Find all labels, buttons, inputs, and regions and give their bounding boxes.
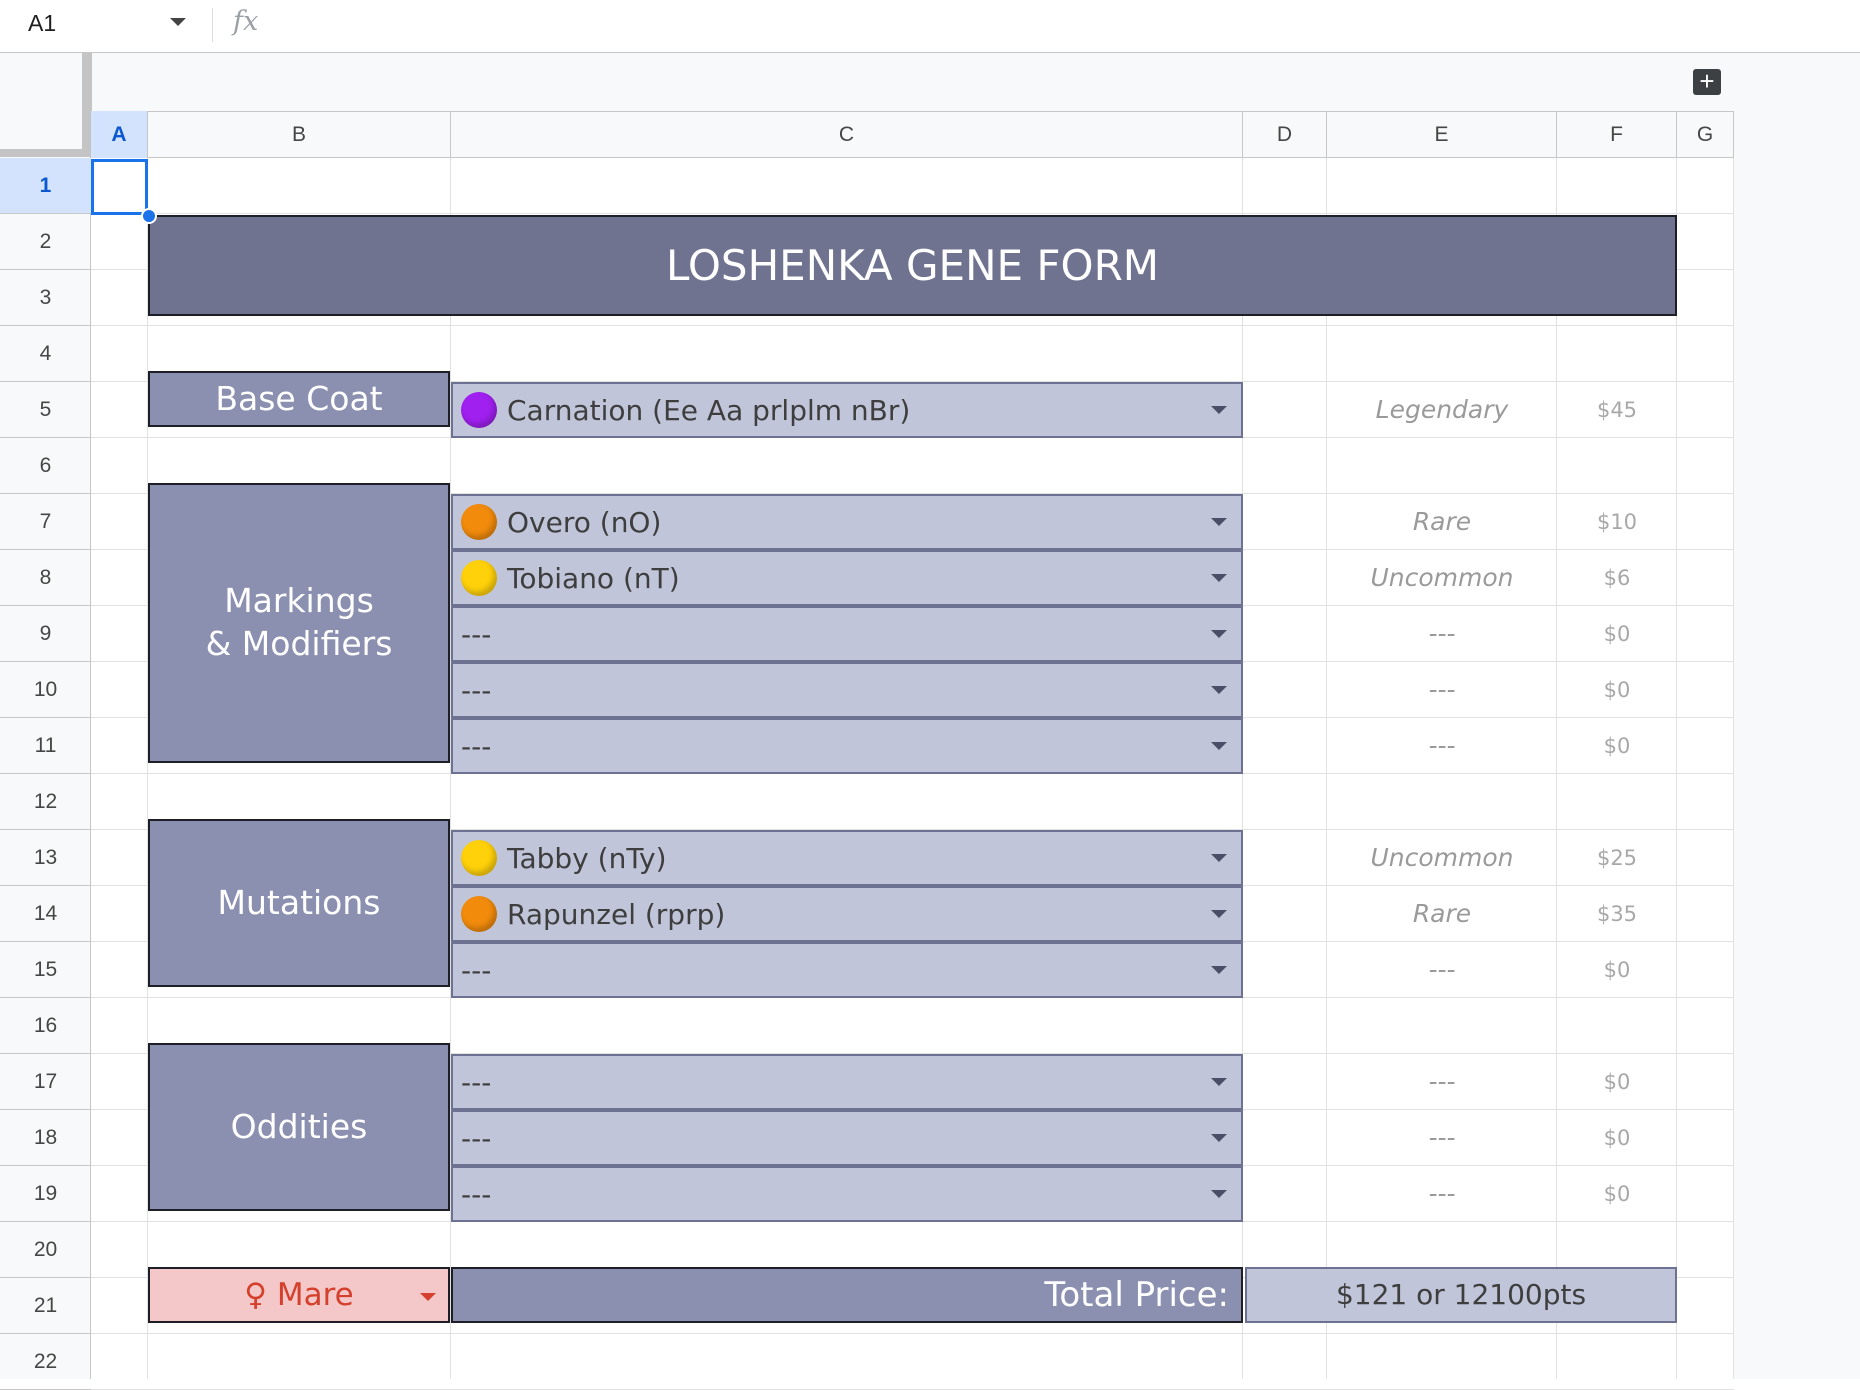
price-cell: $10: [1596, 510, 1638, 534]
price-cell: $0: [1603, 1126, 1631, 1150]
total-price-value: $121 or 12100pts: [1245, 1267, 1677, 1323]
yellow-circle-icon: [461, 840, 497, 876]
chevron-down-icon[interactable]: [1211, 910, 1227, 918]
row-header-19[interactable]: 19: [0, 1166, 91, 1222]
row-header-8[interactable]: 8: [0, 550, 91, 606]
gridline: [1733, 158, 1734, 1379]
column-header-f[interactable]: F: [1557, 111, 1677, 158]
dropdown-value: Tobiano (nT): [507, 561, 680, 595]
dropdown-value: ---: [461, 673, 492, 707]
price-cell: $0: [1603, 622, 1631, 646]
chevron-down-icon[interactable]: [1211, 630, 1227, 638]
fill-handle[interactable]: [141, 208, 157, 224]
row-header-15[interactable]: 15: [0, 942, 91, 998]
chevron-down-icon[interactable]: [1211, 574, 1227, 582]
mutation-dropdown-1[interactable]: [451, 830, 1243, 886]
base-coat-label: Base Coat: [148, 371, 450, 427]
row-header-6[interactable]: 6: [0, 438, 91, 494]
selected-cell-a1[interactable]: [91, 159, 148, 215]
row-header-16[interactable]: 16: [0, 998, 91, 1054]
chevron-down-icon[interactable]: [1211, 1190, 1227, 1198]
name-box[interactable]: [0, 0, 200, 48]
row-header-14[interactable]: 14: [0, 886, 91, 942]
row-header-5[interactable]: 5: [0, 382, 91, 438]
marking-dropdown-1[interactable]: [451, 494, 1243, 550]
column-header-b[interactable]: B: [148, 111, 451, 158]
mutations-label: Mutations: [148, 819, 450, 987]
rarity-cell: ---: [1428, 731, 1456, 760]
markings-label: Markings & Modifiers: [148, 483, 450, 763]
row-header-18[interactable]: 18: [0, 1110, 91, 1166]
row-header-22[interactable]: 22: [0, 1334, 91, 1390]
gender-value: ♀ Mare: [244, 1277, 354, 1313]
purple-circle-icon: [461, 392, 497, 428]
marking-dropdown-2[interactable]: [451, 550, 1243, 606]
row-header-9[interactable]: 9: [0, 606, 91, 662]
sheet-margin: [1734, 53, 1860, 1379]
dropdown-value: Overo (nO): [507, 505, 662, 539]
rarity-cell: ---: [1428, 619, 1456, 648]
row-header-4[interactable]: 4: [0, 326, 91, 382]
oddity-dropdown-1[interactable]: [451, 1054, 1243, 1110]
add-icon[interactable]: +: [1693, 69, 1721, 95]
oddities-label: Oddities: [148, 1043, 450, 1211]
row-header-21[interactable]: 21: [0, 1278, 91, 1334]
row-header-2[interactable]: 2: [0, 214, 91, 270]
gender-select[interactable]: [148, 1267, 450, 1323]
rarity-cell: Rare: [1412, 507, 1472, 536]
column-header-c[interactable]: C: [451, 111, 1243, 158]
dropdown-value: ---: [461, 1121, 492, 1155]
orange-circle-icon: [461, 504, 497, 540]
price-cell: $0: [1603, 1182, 1631, 1206]
price-cell: $0: [1603, 1070, 1631, 1094]
row-header-1[interactable]: 1: [0, 158, 91, 214]
dropdown-value: ---: [461, 617, 492, 651]
marking-dropdown-4[interactable]: [451, 662, 1243, 718]
price-cell: $0: [1603, 734, 1631, 758]
row-header-20[interactable]: 20: [0, 1222, 91, 1278]
chevron-down-icon[interactable]: [170, 18, 186, 26]
freeze-handle-horizontal[interactable]: [0, 149, 92, 157]
rarity-cell: Uncommon: [1370, 843, 1514, 872]
price-cell: $0: [1603, 678, 1631, 702]
price-cell: $25: [1596, 846, 1638, 870]
fx-icon: fx: [233, 6, 259, 37]
row-header-13[interactable]: 13: [0, 830, 91, 886]
dropdown-value: Rapunzel (rprp): [507, 897, 726, 931]
chevron-down-icon[interactable]: [1211, 518, 1227, 526]
base-coat-dropdown-1[interactable]: [451, 382, 1243, 438]
chevron-down-icon[interactable]: [1211, 966, 1227, 974]
chevron-down-icon[interactable]: [1211, 742, 1227, 750]
row-header-11[interactable]: 11: [0, 718, 91, 774]
marking-dropdown-3[interactable]: [451, 606, 1243, 662]
divider: [212, 8, 213, 42]
dropdown-value: ---: [461, 953, 492, 987]
oddity-dropdown-3[interactable]: [451, 1166, 1243, 1222]
dropdown-value: ---: [461, 729, 492, 763]
price-cell: $35: [1596, 902, 1638, 926]
sheet-toolbar-strip: [0, 53, 1734, 111]
column-header-a[interactable]: A: [91, 111, 148, 158]
mutation-dropdown-2[interactable]: [451, 886, 1243, 942]
oddity-dropdown-2[interactable]: [451, 1110, 1243, 1166]
gridline: [91, 325, 1734, 326]
rarity-cell: Legendary: [1375, 395, 1509, 424]
chevron-down-icon[interactable]: [1211, 854, 1227, 862]
rarity-cell: Rare: [1412, 899, 1472, 928]
dropdown-value: Tabby (nTy): [507, 841, 667, 875]
rarity-cell: ---: [1428, 955, 1456, 984]
chevron-down-icon[interactable]: [1211, 406, 1227, 414]
yellow-circle-icon: [461, 560, 497, 596]
rarity-cell: ---: [1428, 675, 1456, 704]
rarity-cell: Uncommon: [1370, 563, 1514, 592]
select-all-corner[interactable]: [0, 53, 90, 158]
row-header-3[interactable]: 3: [0, 270, 91, 326]
rarity-cell: ---: [1428, 1067, 1456, 1096]
orange-circle-icon: [461, 896, 497, 932]
price-cell: $6: [1603, 566, 1631, 590]
dropdown-value: ---: [461, 1177, 492, 1211]
dropdown-value: Carnation (Ee Aa prlplm nBr): [507, 393, 911, 427]
gridline: [91, 213, 1734, 214]
row-header-17[interactable]: 17: [0, 1054, 91, 1110]
column-header-g[interactable]: G: [1677, 111, 1734, 158]
formula-bar: [0, 0, 1860, 53]
chevron-down-icon[interactable]: [1211, 686, 1227, 694]
rarity-cell: ---: [1428, 1179, 1456, 1208]
dropdown-value: ---: [461, 1065, 492, 1099]
price-cell: $0: [1603, 958, 1631, 982]
mutation-dropdown-3[interactable]: [451, 942, 1243, 998]
column-header-e[interactable]: E: [1327, 111, 1557, 158]
chevron-down-icon[interactable]: [1211, 1078, 1227, 1086]
marking-dropdown-5[interactable]: [451, 718, 1243, 774]
row-header-12[interactable]: 12: [0, 774, 91, 830]
chevron-down-icon[interactable]: [1211, 1134, 1227, 1142]
column-header-d[interactable]: D: [1243, 111, 1327, 158]
row-header-10[interactable]: 10: [0, 662, 91, 718]
price-cell: $45: [1596, 398, 1638, 422]
form-title: LOSHENKA GENE FORM: [148, 215, 1677, 316]
gridline: [91, 1333, 1734, 1334]
chevron-down-icon[interactable]: [420, 1293, 436, 1301]
rarity-cell: ---: [1428, 1123, 1456, 1152]
total-price-label: Total Price:: [451, 1267, 1243, 1323]
row-header-7[interactable]: 7: [0, 494, 91, 550]
name-box-value: A1: [28, 10, 57, 36]
